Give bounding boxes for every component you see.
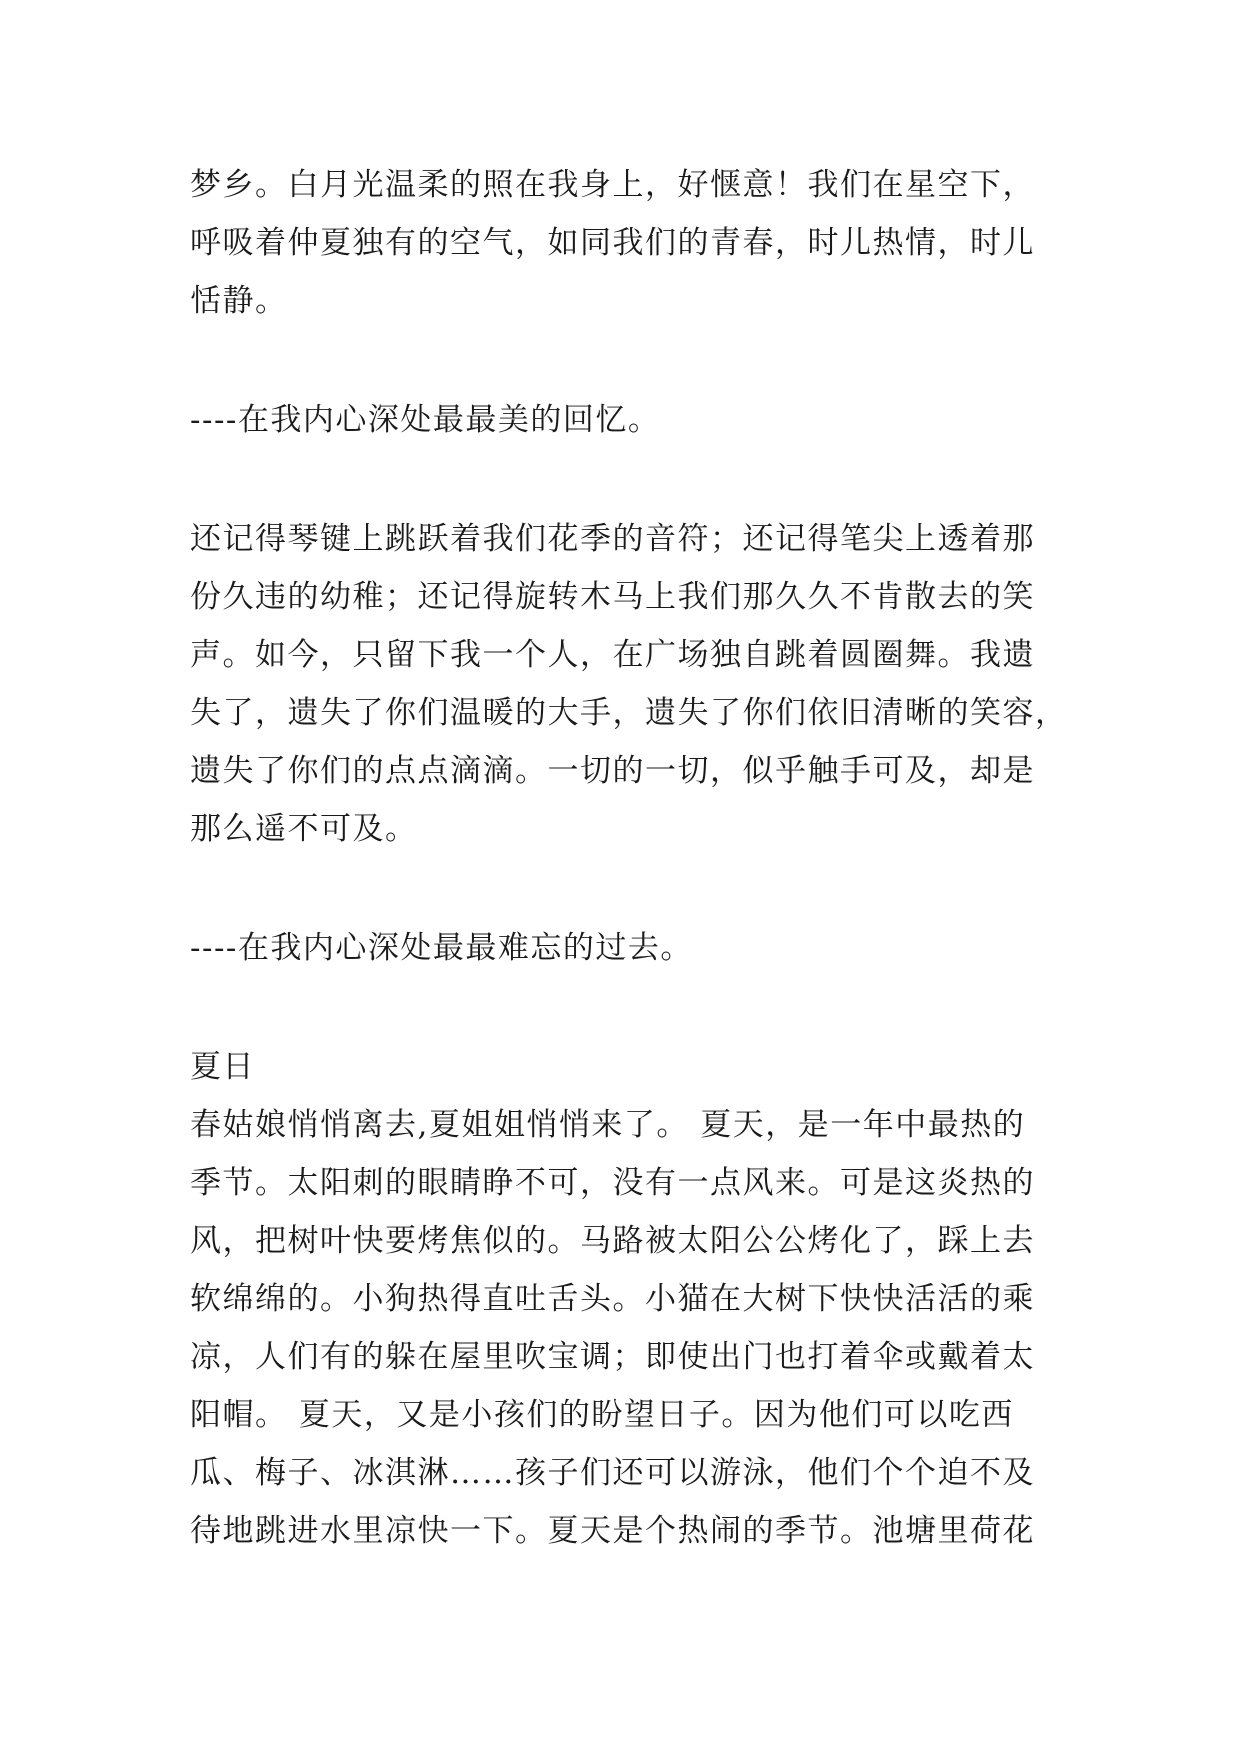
text-line: 恬静。 (190, 283, 288, 319)
text-line: 还记得琴键上跳跃着我们花季的音符；还记得笔尖上透着那 (190, 521, 1035, 557)
text-line: 软绵绵的。小狗热得直吐舌头。小猫在大树下快快活活的乘 (190, 1281, 1035, 1317)
text-line: 阳帽。 夏天，又是小孩们的盼望日子。因为他们可以吃西 (190, 1397, 1014, 1433)
text-line: 凉，人们有的躲在屋里吹宝调；即使出门也打着伞或戴着太 (190, 1339, 1035, 1375)
text-line: 季节。太阳刺的眼睛睁不可，没有一点风来。可是这炎热的 (190, 1165, 1035, 1201)
article-heading: 夏日 (190, 1049, 255, 1085)
text-line: 风，把树叶快要烤焦似的。马路被太阳公公烤化了，踩上去 (190, 1223, 1035, 1259)
text-line: 声。如今，只留下我一个人，在广场独自跳着圆圈舞。我遗 (190, 637, 1035, 673)
section-closing-line: ----在我内心深处最最难忘的过去。 (190, 930, 693, 966)
text-line: 那么遥不可及。 (190, 811, 418, 847)
text-line: 呼吸着仲夏独有的空气，如同我们的青春，时儿热情，时儿 (190, 225, 1035, 261)
text-line: 梦乡。白月光温柔的照在我身上，好惬意！我们在星空下， (190, 167, 1035, 203)
text-line: 春姑娘悄悄离去,夏姐姐悄悄来了。 夏天，是一年中最热的 (190, 1107, 1026, 1143)
text-line: 失了，遗失了你们温暖的大手，遗失了你们依旧清晰的笑容， (190, 695, 1068, 731)
text-line: 瓜、梅子、冰淇淋……孩子们还可以游泳，他们个个迫不及 (190, 1455, 1035, 1491)
text-line: 份久违的幼稚；还记得旋转木马上我们那久久不肯散去的笑 (190, 579, 1035, 615)
section-closing-line: ----在我内心深处最最美的回忆。 (190, 402, 661, 438)
text-line: 待地跳进水里凉快一下。夏天是个热闹的季节。池塘里荷花 (190, 1513, 1035, 1549)
text-line: 遗失了你们的点点滴滴。一切的一切，似乎触手可及，却是 (190, 753, 1035, 789)
